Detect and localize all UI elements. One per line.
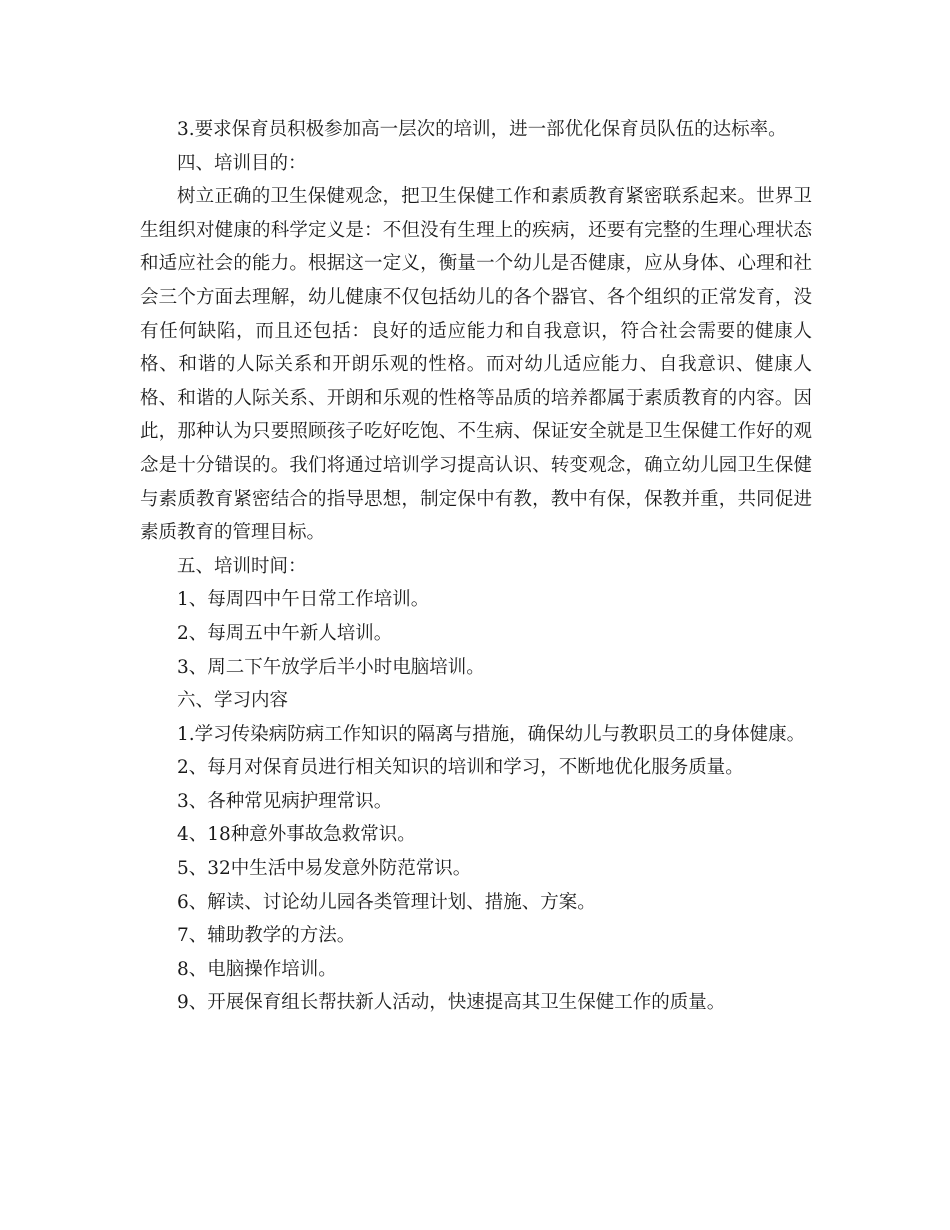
training-goals-paragraph: 树立正确的卫生保健观念，把卫生保健工作和素质教育紧密联系起来。世界卫生组织对健康的科学定义是：不但没有生理上的疾病，还要有完整的生理心理状态和适应社会的能力。根据这一定义，衡量一个幼儿是否健康，应从身体、心理和社会三个方面去理解，幼儿健康不仅包括幼儿的各个器官、各个组织的正常发育，没有任何缺陷，而且还包括：良好的适应能力和自我意识，符合社会需要的健康人格、和谐的人际关系和开朗乐观的性格。而对幼儿适应能力、自我意识、健康人格、和谐的人际关系、开朗和乐观的性格等品质的培养都属于素质教育的内容。因此，那种认为只要照顾孩子吃好吃饱、不生病、保证安全就是卫生保健工作好的观念是十分错误的。我们将通过培训学习提高认识、转变观念，确立幼儿园卫生保健与素质教育紧密结合的指导思想，制定保中有教，教中有保，保教并重，共同促进素质教育的管理目标。 [140,186,812,544]
requirement-item-3: 3.要求保育员积极参加高一层次的培训，进一部优化保育员队伍的达标率。 [177,119,787,140]
study-content-item-9: 9、开展保育组长帮扶新人活动，快速提高其卫生保健工作的质量。 [177,992,726,1014]
study-content-item-7: 7、辅助教学的方法。 [177,925,356,947]
training-time-item-1: 1、每周四中午日常工作培训。 [177,589,430,611]
study-content-item-4: 4、18种意外事故急救常识。 [177,824,416,846]
study-content-item-2: 2、每月对保育员进行相关知识的培训和学习，不断地优化服务质量。 [177,757,744,779]
study-content-item-5: 5、32中生活中易发意外防范常识。 [177,858,472,880]
study-content-item-6: 6、解读、讨论幼儿园各类管理计划、措施、方案。 [177,891,596,913]
study-content-item-1: 1.学习传染病防病工作知识的隔离与措施，确保幼儿与教职员工的身体健康。 [177,723,806,745]
training-time-item-3: 3、周二下午放学后半小时电脑培训。 [177,656,485,678]
document-body [140,113,812,1020]
section-heading-training-time: 五、培训时间： [177,555,307,577]
training-time-item-2: 2、每周五中午新人培训。 [177,622,393,644]
section-heading-training-goals: 四、培训目的： [177,152,307,174]
section-heading-study-content: 六、学习内容 [177,690,289,712]
study-content-item-8: 8、电脑操作培训。 [177,958,337,980]
study-content-item-3: 3、各种常见病护理常识。 [177,790,393,812]
